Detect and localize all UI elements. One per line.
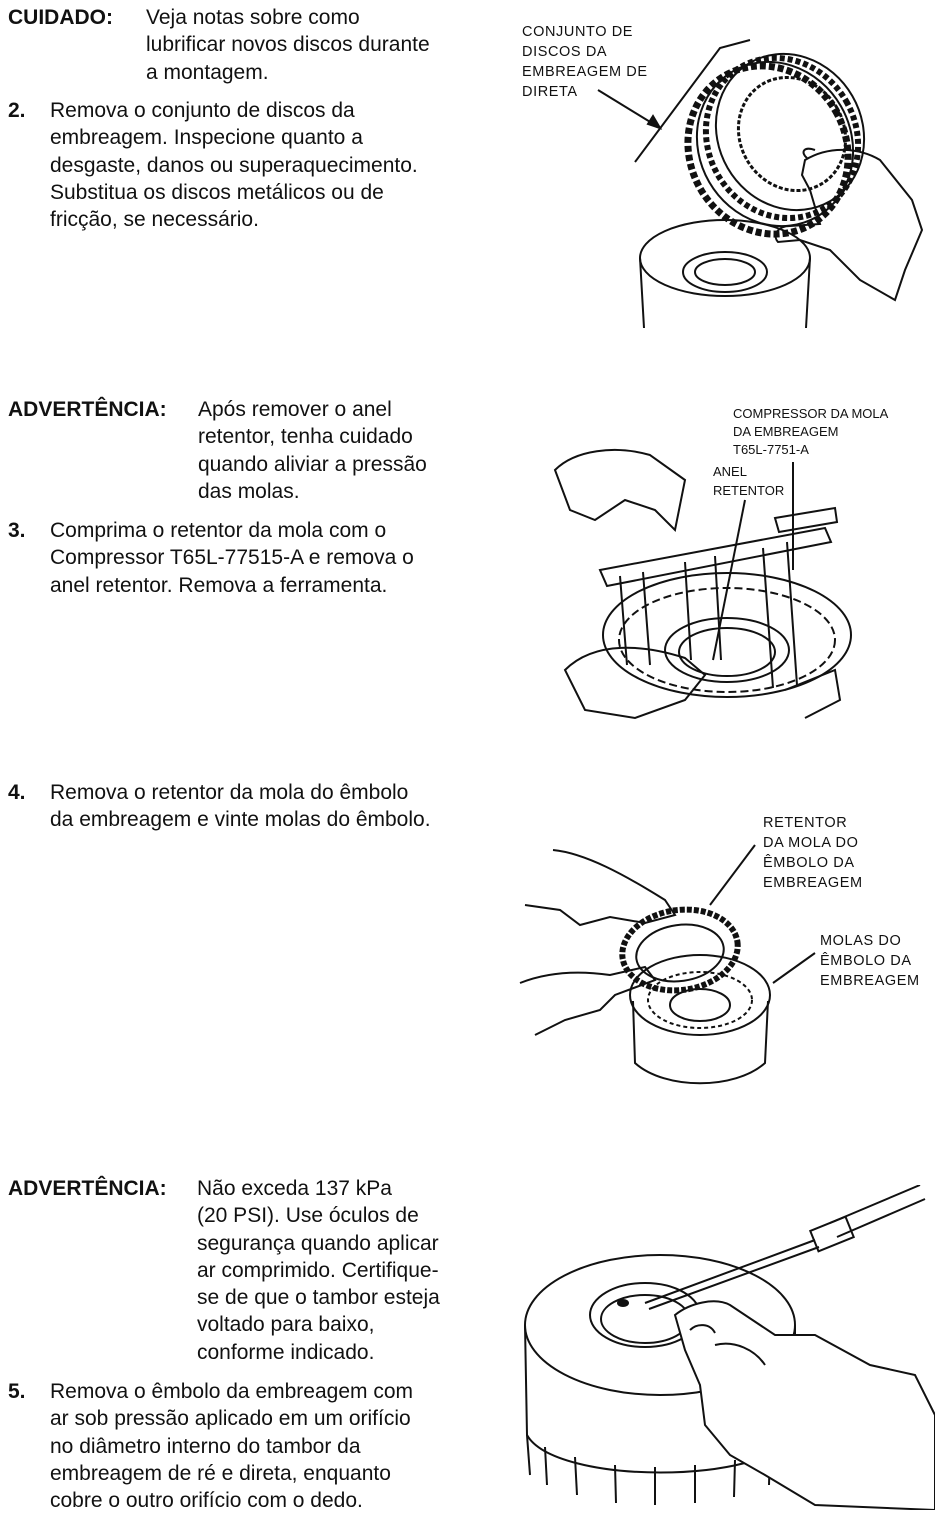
leader-line [710, 845, 755, 905]
warning-line: retentor, tenha cuidado [198, 425, 413, 449]
step-line: fricção, se necessário. [50, 208, 259, 232]
warning-line: quando aliviar a pressão [198, 452, 427, 476]
step-line: ar sob pressão aplicado em um orifício [50, 1407, 411, 1431]
figure-label-line: ANEL [713, 464, 747, 479]
air-nozzle-fitting [810, 1217, 853, 1252]
figure-clutch-disc-pack [510, 10, 930, 340]
step-line: Remova o retentor da mola do êmbolo [50, 781, 409, 804]
caution-line: a montagem. [146, 60, 269, 84]
warning-line: Não exceda 137 kPa [197, 1177, 392, 1200]
warning-line: ar comprimido. Certifique- [197, 1258, 439, 1282]
warning-line: voltado para baixo, [197, 1313, 375, 1337]
step-line: Substitua os discos metálicos ou de [50, 180, 384, 204]
figure-label-line: EMBREAGEM DE [522, 64, 648, 80]
figure-label-line: CONJUNTO DE [522, 24, 634, 40]
caution-line: lubrificar novos discos durante [146, 33, 430, 57]
warning-line: se de que o tambor esteja [197, 1286, 440, 1310]
hub-bore [670, 989, 730, 1021]
figure-label-line: COMPRESSOR DA MOLA [733, 406, 889, 421]
step-line: desgaste, danos ou superaquecimento. [50, 153, 418, 177]
step-line: Comprima o retentor da mola com o [50, 519, 387, 542]
caution-label: CUIDADO: [8, 6, 113, 29]
warning-line: (20 PSI). Use óculos de [197, 1204, 419, 1228]
warning-line: conforme indicado. [197, 1340, 375, 1364]
air-port-hole [618, 1300, 628, 1306]
figure-label-line: DIRETA [522, 84, 578, 100]
leader-line [773, 953, 815, 983]
caution-line: Veja notas sobre como [146, 6, 360, 29]
arrow-head-icon [648, 116, 660, 128]
figure-label-line: RETENTOR [713, 483, 785, 498]
figure-air-pressure-piston-removal [515, 1185, 935, 1510]
figure-label-line: DA MOLA DO [763, 835, 859, 851]
step-line: anel retentor. Remova a ferramenta. [50, 573, 388, 597]
step-line: embreagem de ré e direta, enquanto [50, 1461, 391, 1485]
step-line: Remova o conjunto de discos da [50, 99, 355, 122]
step-number: 3. [8, 519, 26, 542]
step-line: embreagem. Inspecione quanto a [50, 126, 363, 150]
figure-label-line: T65L-7751-A [733, 442, 809, 457]
bracket-line [635, 40, 750, 162]
figure-spring-compressor [535, 400, 930, 720]
figure-piston-springs [515, 805, 935, 1095]
step-line: Remova o êmbolo da embreagem com [50, 1380, 414, 1403]
figure-label-line: ÊMBOLO DA [820, 953, 912, 969]
spring-retainer-inner [633, 919, 728, 987]
figure-label-line: DISCOS DA [522, 44, 608, 60]
warning-line: Após remover o anel [198, 398, 392, 421]
figure-label-line: MOLAS DO [820, 933, 902, 949]
figure-label-line: DA EMBREAGEM [733, 424, 839, 439]
tool-tip-illustration [785, 670, 840, 718]
figure-label-line: EMBREAGEM [763, 875, 863, 891]
warning-label: ADVERTÊNCIA: [8, 1177, 167, 1200]
hub-bore [679, 628, 775, 676]
step-line: Compressor T65L-77515-A e remova o [50, 546, 414, 570]
step-number: 4. [8, 781, 26, 804]
drum-hub-inner [695, 259, 755, 285]
air-hose [830, 1185, 925, 1237]
drum-top-rim [630, 955, 770, 1035]
warning-line: segurança quando aplicar [197, 1231, 439, 1255]
compressor-leg [620, 572, 650, 665]
step-line: no diâmetro interno do tambor da [50, 1434, 361, 1458]
lower-hand-illustration [565, 648, 705, 718]
compressor-bar-end [775, 508, 837, 532]
step-line: da embreagem e vinte molas do êmbolo. [50, 808, 431, 832]
leader-line [713, 500, 745, 660]
step-number: 2. [8, 99, 26, 122]
warning-label: ADVERTÊNCIA: [8, 398, 167, 421]
upper-hand-illustration [555, 450, 685, 530]
figure-label-line: RETENTOR [763, 815, 848, 831]
figure-label-line: EMBREAGEM [820, 973, 920, 989]
warning-line: das molas. [198, 479, 300, 503]
figure-label-line: ÊMBOLO DA [763, 855, 855, 871]
step-number: 5. [8, 1380, 26, 1403]
step-line: cobre o outro orifício com o dedo. [50, 1489, 363, 1513]
